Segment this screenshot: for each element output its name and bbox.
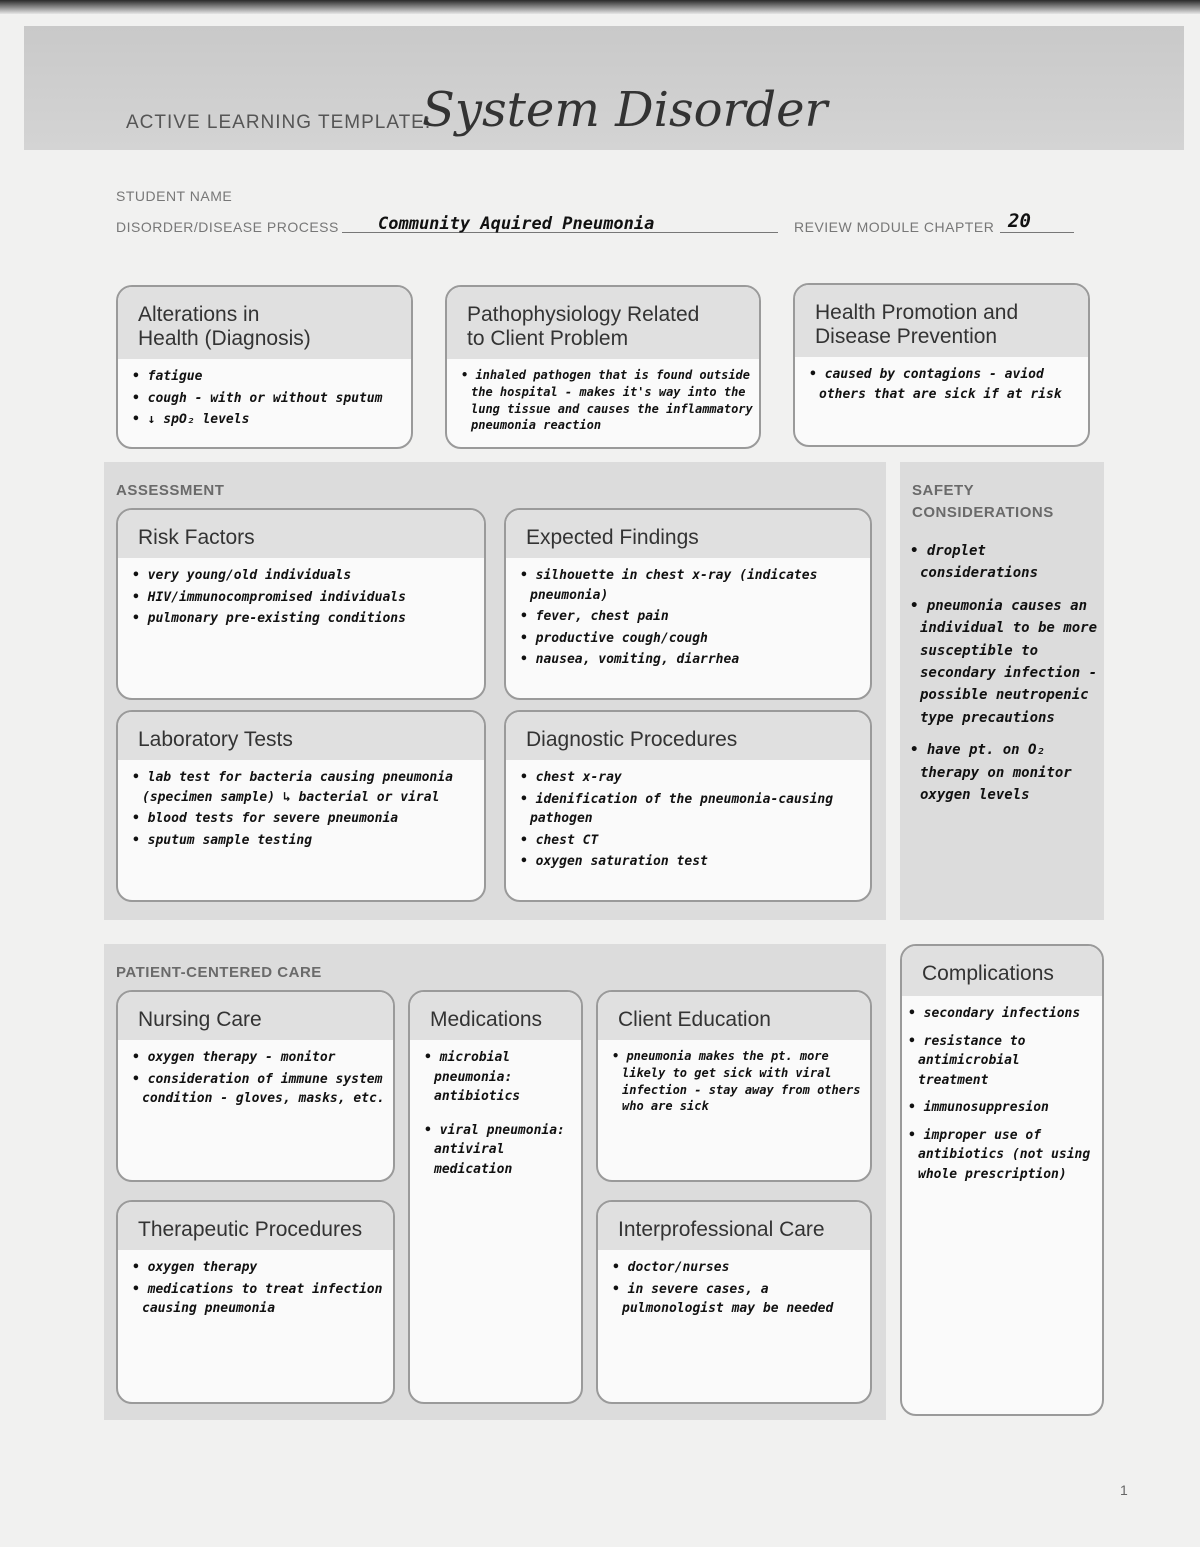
list-item: • blood tests for severe pneumonia	[132, 809, 478, 829]
template-label: ACTIVE LEARNING TEMPLATE:	[126, 112, 432, 133]
interprofessional-care-title: Interprofessional Care	[598, 1202, 870, 1250]
complications-box	[900, 944, 1104, 1416]
interprofessional-care-box	[596, 1200, 872, 1404]
list-item: • viral pneumonia: antiviral medication	[424, 1121, 575, 1180]
expected-findings-box	[504, 508, 872, 700]
chapter-line	[1000, 232, 1074, 233]
chapter-value: 20	[1008, 210, 1031, 232]
alterations-list	[118, 359, 411, 430]
diagnostic-procedures-title: Diagnostic Procedures	[506, 712, 870, 760]
medications-title: Medications	[410, 992, 581, 1040]
list-item: • secondary infections	[908, 1004, 1096, 1024]
list-item: • medications to treat infection causing pneumonia	[132, 1280, 387, 1319]
medications-list	[410, 1040, 581, 1179]
list-item: • consideration of immune system condition - gloves, masks, etc.	[132, 1070, 387, 1109]
client-education-box	[596, 990, 872, 1182]
alterations-title: Alterations in Health (Diagnosis)	[118, 287, 411, 359]
list-item: • HIV/immunocompromised individuals	[132, 588, 478, 608]
list-item: • have pt. on O₂ therapy on monitor oxygen levels	[910, 739, 1098, 806]
list-item: • pneumonia makes the pt. more likely to get sick with viral infection - stay away from others who are sick	[612, 1048, 864, 1115]
list-item: • improper use of antibiotics (not using whole prescription)	[908, 1126, 1096, 1185]
list-item: • inhaled pathogen that is found outside the hospital - makes it's way into the lung tissue and causes the inflammatory pneumonia reaction	[461, 367, 753, 434]
patient-centered-care-label: PATIENT-CENTERED CARE	[116, 964, 322, 981]
alterations-box	[116, 285, 413, 449]
list-item: • very young/old individuals	[132, 566, 478, 586]
list-item: • pneumonia causes an individual to be more susceptible to secondary infection - possible neutropenic type precautions	[910, 595, 1098, 729]
list-item: • microbial pneumonia: antibiotics	[424, 1048, 575, 1107]
complications-title: Complications	[902, 946, 1102, 996]
list-item: • sputum sample testing	[132, 831, 478, 851]
diagnostic-procedures-box	[504, 710, 872, 902]
expected-findings-list	[506, 558, 870, 670]
list-item: • productive cough/cough	[520, 629, 864, 649]
pathophysiology-box	[445, 285, 761, 449]
list-item: • silhouette in chest x-ray (indicates pneumonia)	[520, 566, 864, 605]
list-item: • ↓ spO₂ levels	[132, 410, 405, 430]
risk-factors-list	[118, 558, 484, 629]
list-item: • in severe cases, a pulmonologist may be needed	[612, 1280, 864, 1319]
list-item: • oxygen therapy	[132, 1258, 387, 1278]
medications-box	[408, 990, 583, 1404]
expected-findings-title: Expected Findings	[506, 510, 870, 558]
health-promotion-box	[793, 283, 1090, 447]
list-item: • doctor/nurses	[612, 1258, 864, 1278]
client-education-title: Client Education	[598, 992, 870, 1040]
interprofessional-care-list	[598, 1250, 870, 1319]
list-item: • oxygen saturation test	[520, 852, 864, 872]
list-item: • lab test for bacteria causing pneumonia (specimen sample) ↳ bacterial or viral	[132, 768, 478, 807]
list-item: • caused by contagions - aviod others that are sick if at risk	[809, 365, 1082, 404]
student-name-label: STUDENT NAME	[116, 188, 233, 204]
health-promotion-list	[795, 357, 1088, 404]
list-item: • oxygen therapy - monitor	[132, 1048, 387, 1068]
nursing-care-title: Nursing Care	[118, 992, 393, 1040]
list-item: • chest x-ray	[520, 768, 864, 788]
client-education-list	[598, 1040, 870, 1115]
risk-factors-box	[116, 508, 486, 700]
risk-factors-title: Risk Factors	[118, 510, 484, 558]
health-promotion-title: Health Promotion and Disease Prevention	[795, 285, 1088, 357]
chapter-label: REVIEW MODULE CHAPTER	[794, 219, 995, 235]
nursing-care-box	[116, 990, 395, 1182]
list-item: • droplet considerations	[910, 540, 1098, 585]
complications-list	[902, 996, 1102, 1184]
laboratory-tests-title: Laboratory Tests	[118, 712, 484, 760]
list-item: • resistance to antimicrobial treatment	[908, 1032, 1096, 1091]
safety-list	[910, 540, 1098, 816]
list-item: • immunosuppresion	[908, 1098, 1096, 1118]
nursing-care-list	[118, 1040, 393, 1109]
safety-label: SAFETY CONSIDERATIONS	[912, 482, 1054, 521]
pathophysiology-list	[447, 359, 759, 434]
therapeutic-procedures-box	[116, 1200, 395, 1404]
list-item: • fatigue	[132, 367, 405, 387]
header-banner	[24, 26, 1184, 150]
diagnostic-procedures-list	[506, 760, 870, 872]
list-item: • fever, chest pain	[520, 607, 864, 627]
disorder-value: Community Aquired Pneumonia	[378, 214, 655, 234]
list-item: • cough - with or without sputum	[132, 389, 405, 409]
assessment-label: ASSESSMENT	[116, 482, 225, 499]
page-top-edge	[0, 0, 1200, 14]
page-title: System Disorder	[422, 82, 828, 138]
list-item: • chest CT	[520, 831, 864, 851]
therapeutic-procedures-list	[118, 1250, 393, 1319]
laboratory-tests-list	[118, 760, 484, 850]
list-item: • idenification of the pneumonia-causing pathogen	[520, 790, 864, 829]
disorder-label: DISORDER/DISEASE PROCESS	[116, 219, 339, 235]
page-number: 1	[1120, 1482, 1128, 1498]
laboratory-tests-box	[116, 710, 486, 902]
therapeutic-procedures-title: Therapeutic Procedures	[118, 1202, 393, 1250]
list-item: • pulmonary pre-existing conditions	[132, 609, 478, 629]
pathophysiology-title: Pathophysiology Related to Client Problem	[447, 287, 759, 359]
list-item: • nausea, vomiting, diarrhea	[520, 650, 864, 670]
